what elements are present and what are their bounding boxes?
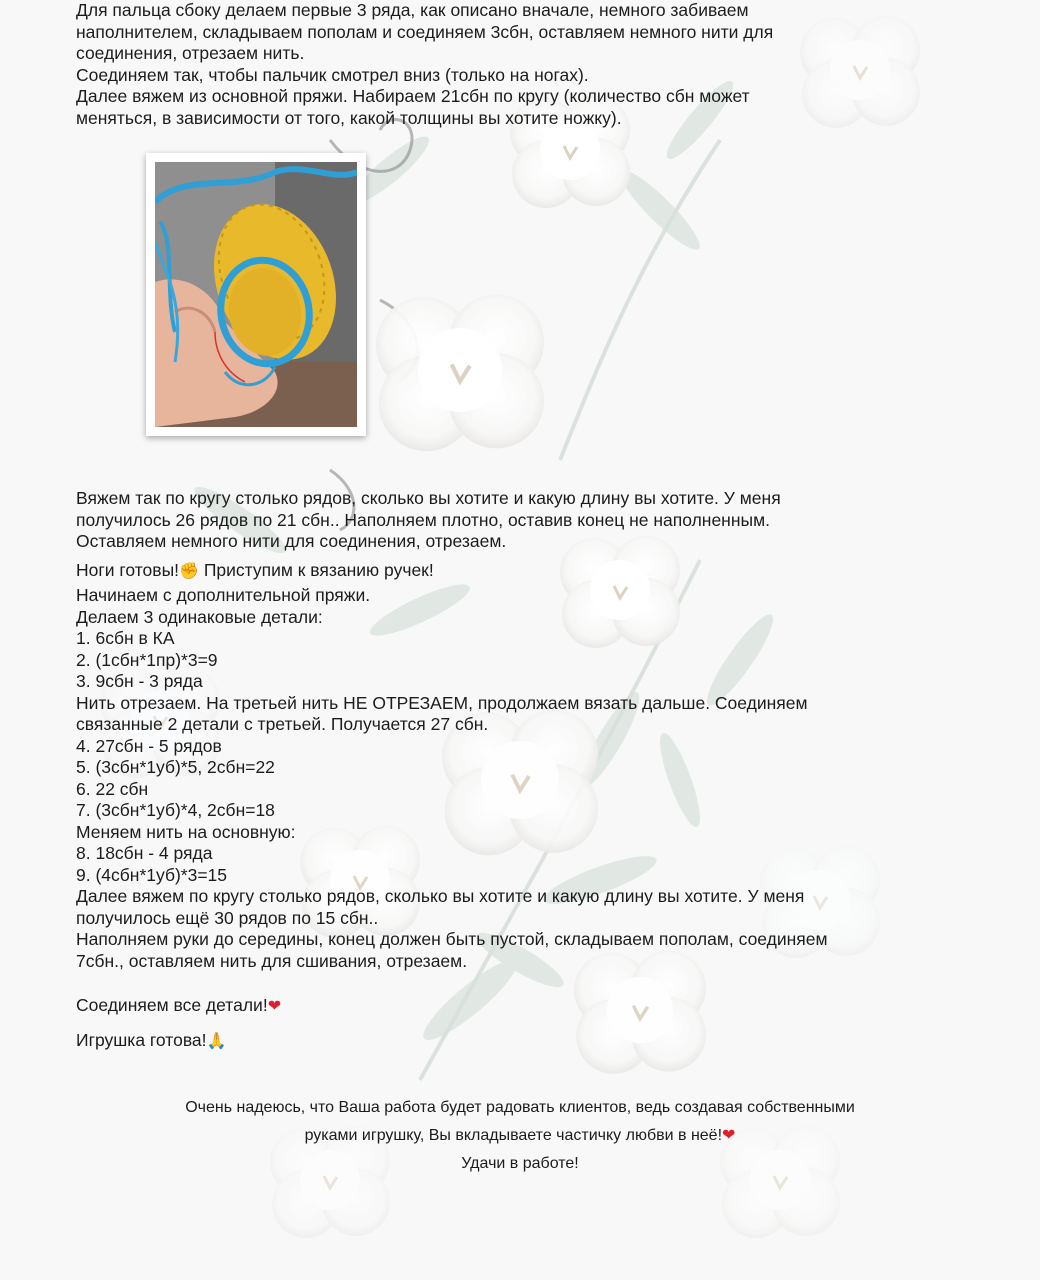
text-line: Начинаем с дополнительной пряжи.: [76, 585, 371, 605]
legs-ready-text: Ноги готовы!: [76, 560, 180, 580]
legs-ready-line: [76, 560, 434, 583]
step-line: 7. (3сбн*1уб)*4, 2сбн=18: [76, 800, 275, 820]
step-line: 4. 27сбн - 5 рядов: [76, 735, 222, 756]
text-line: наполнителем, складываем пополам и соединяем 3сбн, оставляем немного нити для: [76, 21, 774, 42]
text-line: Соединяем так, чтобы пальчик смотрел вниз (только на ногах).: [76, 64, 589, 85]
fist-emoji-icon: ✊: [179, 563, 199, 580]
text-line: получилось ещё 30 рядов по 15 сбн..: [76, 907, 379, 928]
step-line: 6. 22 сбн: [76, 778, 149, 799]
text-line: Далее вяжем из основной пряжи. Набираем 21сбн по кругу (количество сбн может: [76, 86, 750, 106]
text-line: Далее вяжем по кругу столько рядов, сколько вы хотите и какую длину вы хотите. У меня: [76, 886, 805, 906]
hands-instructions: [76, 585, 828, 972]
closing-line-2: руками игрушку, Вы вкладываете частичку любви в неё!: [304, 1127, 723, 1144]
text-line: Делаем 3 одинаковые детали:: [76, 606, 323, 627]
heart-icon: ❤: [722, 1127, 736, 1144]
text-line: Для пальца сбоку делаем первые 3 ряда, как описано вначале, немного забиваем: [76, 0, 749, 20]
join-all-line: [76, 995, 281, 1018]
text-line: 7сбн., оставляем нить для сшивания, отрезаем.: [76, 950, 468, 971]
text-line: меняться, в зависимости от того, какой толщины вы хотите ножку).: [76, 107, 622, 128]
text-line: Меняем нить на основную:: [76, 821, 296, 842]
text-line: соединения, отрезаем нить.: [76, 43, 305, 63]
heart-icon: ❤: [267, 998, 282, 1015]
folded-hands-icon: 🙏: [206, 1033, 227, 1050]
text-line: Наполняем руки до середины, конец должен быть пустой, складываем пополам, соединяем: [76, 929, 828, 949]
closing-message: [0, 1094, 1040, 1178]
step-line: 2. (1сбн*1пр)*3=9: [76, 649, 218, 670]
closing-line-3: Удачи в работе!: [461, 1155, 579, 1172]
start-hands-text: Приступим к вязанию ручек!: [203, 560, 434, 580]
step-line: 1. 6сбн в КА: [76, 628, 175, 648]
step-line: 8. 18сбн - 4 ряда: [76, 843, 213, 863]
text-line: Оставляем немного нити для соединения, отрезаем.: [76, 531, 507, 551]
text-line: получилось 26 рядов по 21 сбн.. Наполняем плотно, оставив конец не наполненным.: [76, 509, 770, 530]
photo-image: [155, 162, 357, 427]
join-all-text: Соединяем все детали!: [76, 995, 268, 1015]
legs-paragraph: [76, 488, 781, 553]
step-line: 5. (3сбн*1уб)*5, 2сбн=22: [76, 757, 275, 777]
toy-ready-text: Игрушка готова!: [76, 1030, 207, 1050]
text-line: Вяжем так по кругу столько рядов, сколько вы хотите и какую длину вы хотите. У меня: [76, 488, 781, 508]
crochet-leg-photo: [146, 153, 366, 436]
closing-line-1: Очень надеюсь, что Ваша работа будет радовать клиентов, ведь создавая собственными: [185, 1099, 855, 1116]
step-line: 3. 9сбн - 3 ряда: [76, 671, 203, 691]
intro-paragraph: [76, 0, 773, 129]
toy-ready-line: [76, 1030, 226, 1053]
step-line: 9. (4сбн*1уб)*3=15: [76, 864, 228, 885]
text-line: связанные 2 детали с третьей. Получается 27 сбн.: [76, 714, 489, 734]
text-line: Нить отрезаем. На третьей нить НЕ ОТРЕЗАЕМ, продолжаем вязать дальше. Соединяем: [76, 692, 808, 713]
